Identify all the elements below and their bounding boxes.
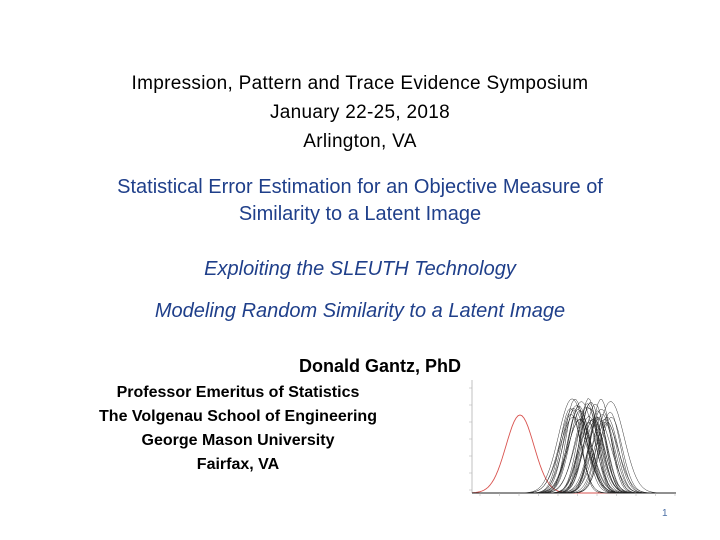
author-name: Donald Gantz, PhD: [299, 356, 461, 376]
subtitle-random-similarity: Modeling Random Similarity to a Latent Image: [154, 300, 566, 322]
author-university: George Mason University: [141, 432, 335, 449]
plot-curves: [469, 388, 676, 496]
talk-title-line1: Statistical Error Estimation for an Objective Measure of: [117, 176, 603, 198]
author-position: Professor Emeritus of Statistics: [116, 384, 360, 401]
conference-location: Arlington, VA: [303, 131, 417, 152]
similarity-distribution-plot: [462, 376, 680, 502]
talk-title-line2: Similarity to a Latent Image: [238, 203, 482, 225]
page-number: 1: [662, 508, 668, 519]
author-school: The Volgenau School of Engineering: [99, 408, 377, 425]
subtitle-sleuth: Exploiting the SLEUTH Technology: [204, 258, 516, 280]
conference-dates: January 22-25, 2018: [270, 102, 450, 123]
black-density-curve: [472, 407, 676, 493]
author-city: Fairfax, VA: [196, 456, 280, 473]
conference-name: Impression, Pattern and Trace Evidence Symposium: [131, 73, 589, 94]
